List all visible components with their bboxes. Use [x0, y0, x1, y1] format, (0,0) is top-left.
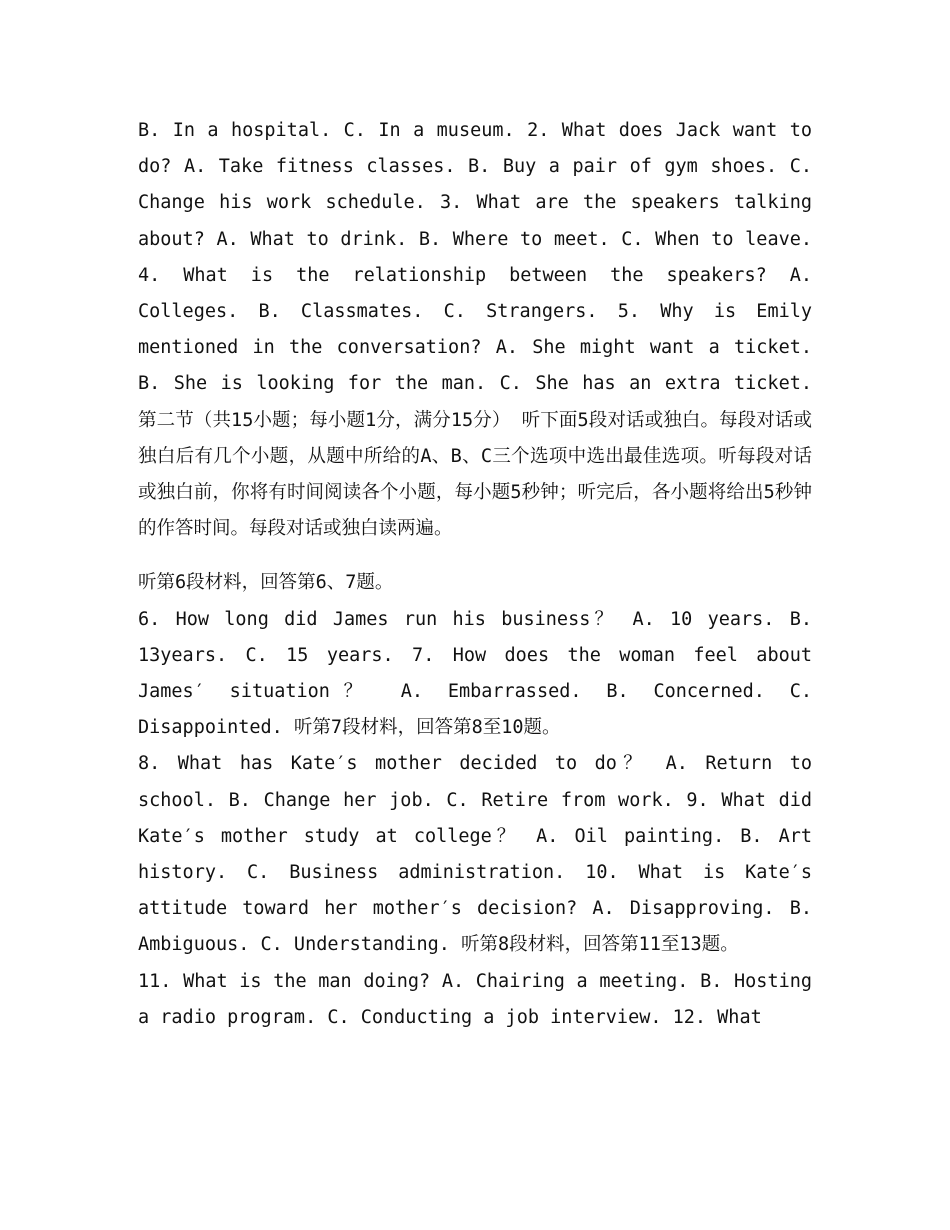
paragraph-questions-11-12: 11. What is the man doing? A. Chairing a meeting. B. Hosting a radio program. C. Conducting a job interview. 12. What — [138, 970, 812, 1028]
paragraph-questions-8-10: 8. What has Kate′s mother decided to do？ A. Return to school. B. Change her job. C. Retire from work. 9. What did Kate′s mother study at college？ A. Oil painting. B. Art history. C. Business administration. 10. What is Kate′s attitude toward her mother′s decision? A. Disapproving. B. Ambiguous. C. Understanding. 听第8段材料，回答第11至13题。 — [138, 753, 812, 956]
paragraph-material-6-heading: 听第6段材料，回答第6、7题。 — [138, 572, 394, 594]
paragraph-questions-6-7: 6. How long did James run his business？ A. 10 years. B. 13years. C. 15 years. 7. How does the woman feel about James′ situation？ A. Embarrassed. B. Concerned. C. Disappointed. 听第7段材料，回答第8至10题。 — [138, 608, 812, 739]
paragraph-listening-section-intro: B. In a hospital. C. In a museum. 2. What does Jack want to do? A. Take fitness classes. B. Buy a pair of gym shoes. C. Change his work schedule. 3. What are the speakers talking about? A. What to drink. B. Where to meet. C. When to leave. 4. What is the relationship between the speakers? A. Colleges. B. Classmates. C. Strangers. 5. Why is Emily mentioned in the conversation? A. She might want a ticket. B. She is looking for the man. C. She has an extra ticket. 第二节（共15小题；每小题1分，满分15分） 听下面5段对话或独白。每段对话或独白后有几个小题，从题中所给的A、B、C三个选项中选出最佳选项。听每段对话或独白前，你将有时间阅读各个小题，每小题5秒钟；听完后，各小题将给出5秒钟的作答时间。每段对话或独白读两遍。 — [138, 120, 812, 540]
document-body — [138, 113, 812, 1036]
